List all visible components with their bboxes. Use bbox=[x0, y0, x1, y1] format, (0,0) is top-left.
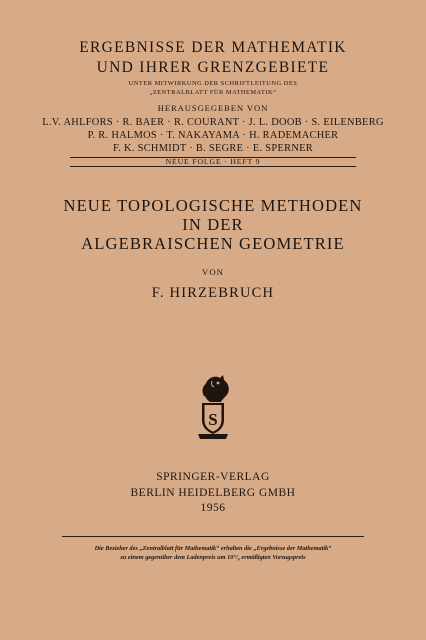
editors-line-2: P. R. HALMOS · T. NAKAYAMA · H. RADEMACHER bbox=[87, 130, 339, 142]
publisher-block bbox=[0, 470, 426, 517]
publisher-place: BERLIN HEIDELBERG GMBH bbox=[130, 486, 296, 499]
by-label: VON bbox=[201, 267, 225, 277]
footnote-line-1: Die Bezieher des „Zentralblatt für Mathematik“ erhalten die „Ergebnisse der Mathematik“ bbox=[94, 545, 332, 552]
editors-heading: HERAUSGEGEBEN VON bbox=[157, 103, 269, 113]
svg-text:S: S bbox=[208, 410, 218, 429]
series-subtitle-line-1: UNTER MITWIRKUNG DER SCHRIFTLEITUNG DES bbox=[128, 80, 298, 87]
publication-year: 1956 bbox=[200, 502, 226, 514]
rule-lower bbox=[70, 166, 356, 167]
series-title bbox=[0, 38, 426, 78]
series-title-line-2: UND IHRER GRENZGEBIETE bbox=[96, 59, 330, 76]
series-folge: NEUE FOLGE · HEFT 9 bbox=[165, 157, 261, 166]
author-name: F. HIRZEBRUCH bbox=[151, 285, 275, 301]
springer-knight-logo-icon bbox=[190, 372, 236, 442]
book-title bbox=[0, 196, 426, 253]
series-subtitle-line-2: „ZENTRALBLATT FÜR MATHEMATIK“ bbox=[149, 89, 277, 96]
series-title-line-1: ERGEBNISSE DER MATHEMATIK bbox=[79, 39, 347, 56]
footnote bbox=[0, 544, 426, 562]
book-title-line-1: NEUE TOPOLOGISCHE METHODEN bbox=[63, 196, 363, 215]
editors-line-3: F. K. SCHMIDT · B. SEGRE · E. SPERNER bbox=[112, 143, 314, 155]
publisher-name: SPRINGER-VERLAG bbox=[156, 471, 270, 483]
rule-footnote bbox=[62, 536, 364, 537]
book-title-line-2: IN DER bbox=[182, 215, 244, 234]
editors-list bbox=[0, 116, 426, 156]
book-title-line-3: ALGEBRAISCHEN GEOMETRIE bbox=[81, 234, 345, 253]
series-subtitle bbox=[0, 79, 426, 97]
footnote-line-2: zu einem gegenüber dem Ladenpreis um 10°/₀ ermäßigten Vorzugspreis bbox=[120, 554, 306, 561]
editors-line-1: L.V. AHLFORS · R. BAER · R. COURANT · J. L. DOOB · S. EILENBERG bbox=[42, 117, 384, 128]
